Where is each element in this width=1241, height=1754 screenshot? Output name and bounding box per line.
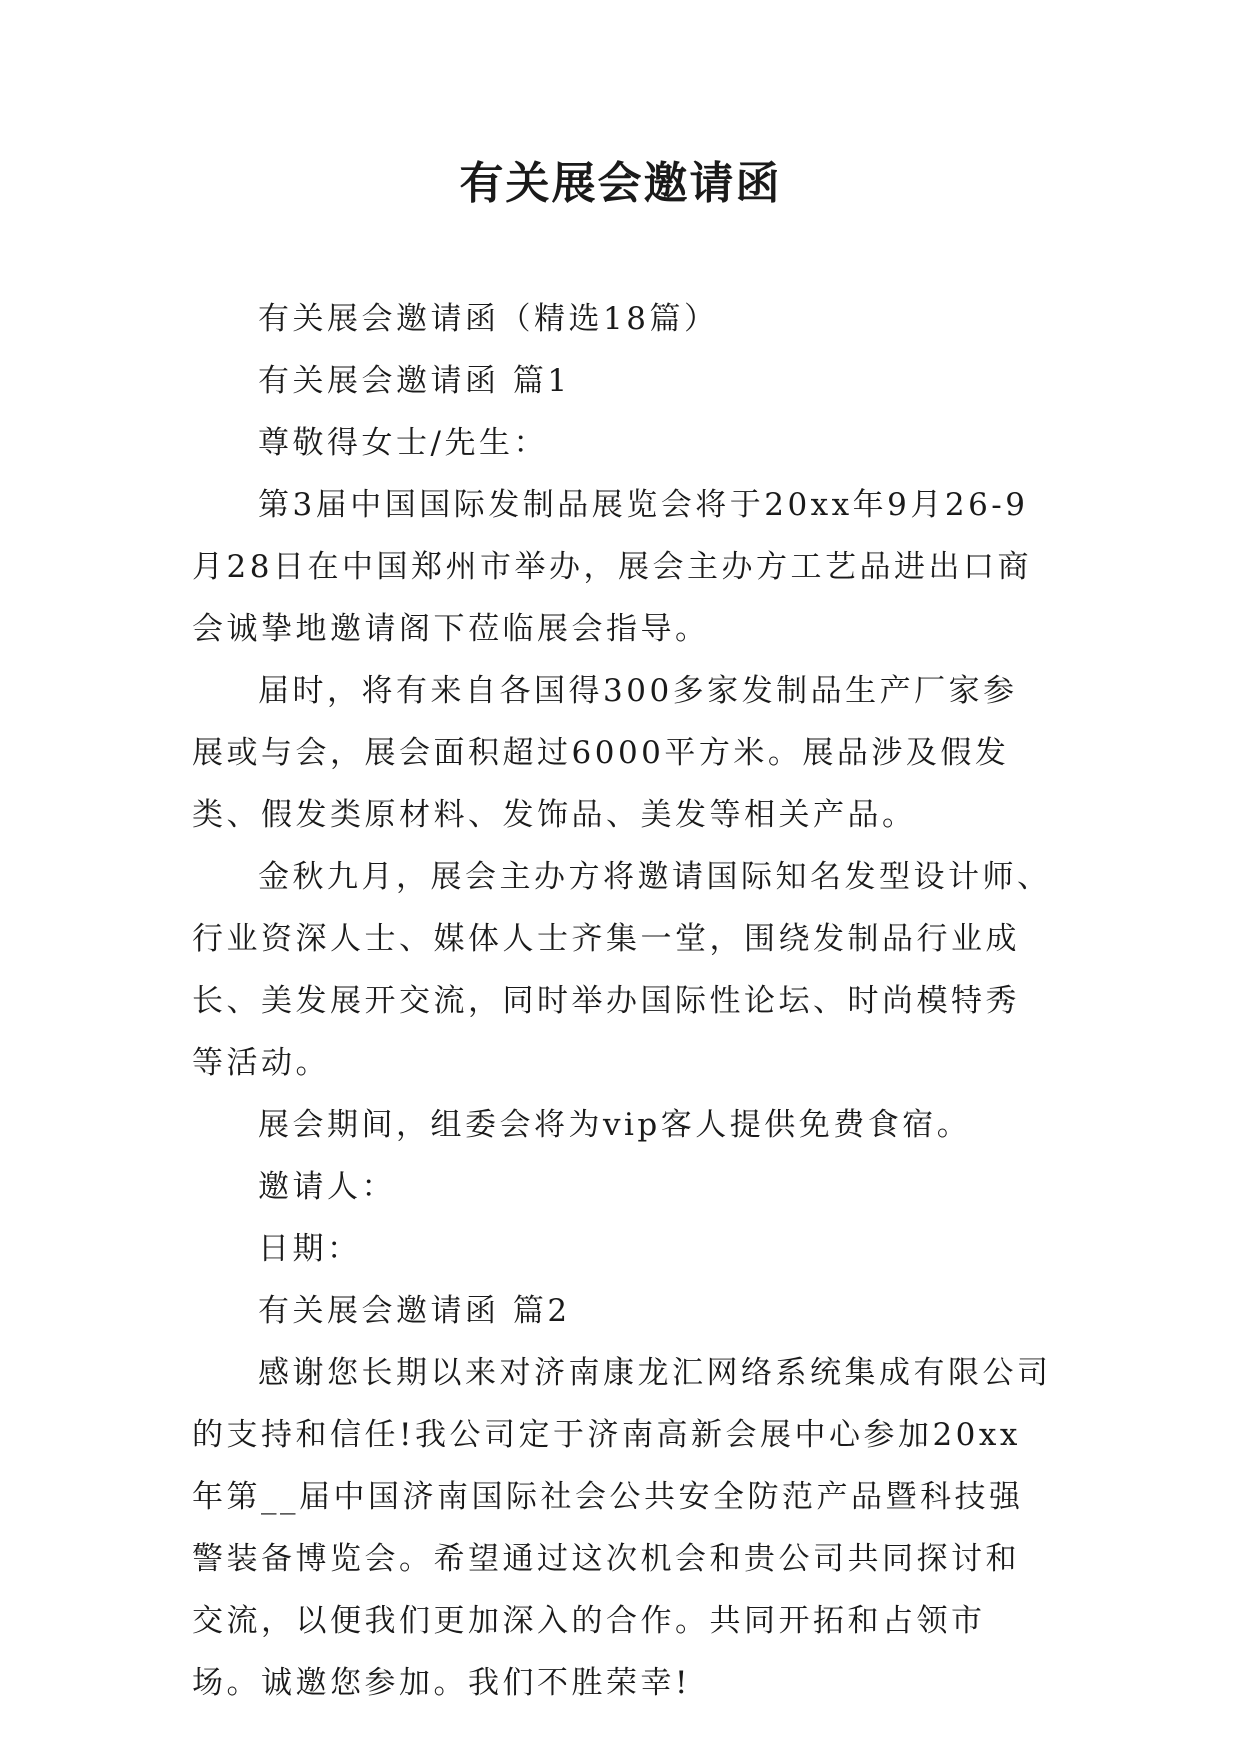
body-paragraph: 感谢您长期以来对济南康龙汇网络系统集成有限公司的支持和信任!我公司定于济南高新会展中心参加20xx年第__届中国济南国际社会公共安全防范产品暨科技强警装备博览会。希望通过这次机会和贵公司共同探讨和交流，以便我们更加深入的合作。共同开拓和占领市场。诚邀您参加。我们不胜荣幸! <box>192 1355 1052 1701</box>
body-paragraph: 金秋九月，展会主办方将邀请国际知名发型设计师、行业资深人士、媒体人士齐集一堂，围绕发制品行业成长、美发展开交流，同时举办国际性论坛、时尚模特秀等活动。 <box>192 859 1052 1081</box>
subtitle-paragraph: 有关展会邀请函（精选18篇） <box>258 301 719 337</box>
section-heading-1: 有关展会邀请函 篇1 <box>258 363 571 399</box>
salutation-paragraph: 尊敬得女士/先生： <box>258 425 548 461</box>
document-title: 有关展会邀请函 <box>459 158 782 209</box>
date-line: 日期： <box>258 1231 362 1267</box>
body-paragraph: 第3届中国国际发制品展览会将于20xx年9月26-9月28日在中国郑州市举办，展会主办方工艺品进出口商会诚挚地邀请阁下莅临展会指导。 <box>192 487 1032 647</box>
body-paragraph: 届时，将有来自各国得300多家发制品生产厂家参展或与会，展会面积超过6000平方米。展品涉及假发类、假发类原材料、发饰品、美发等相关产品。 <box>192 673 1018 833</box>
inviter-line: 邀请人： <box>258 1169 396 1205</box>
section-heading-2: 有关展会邀请函 篇2 <box>258 1293 571 1329</box>
document-body <box>192 288 1052 1714</box>
body-paragraph: 展会期间，组委会将为vip客人提供免费食宿。 <box>258 1107 972 1143</box>
